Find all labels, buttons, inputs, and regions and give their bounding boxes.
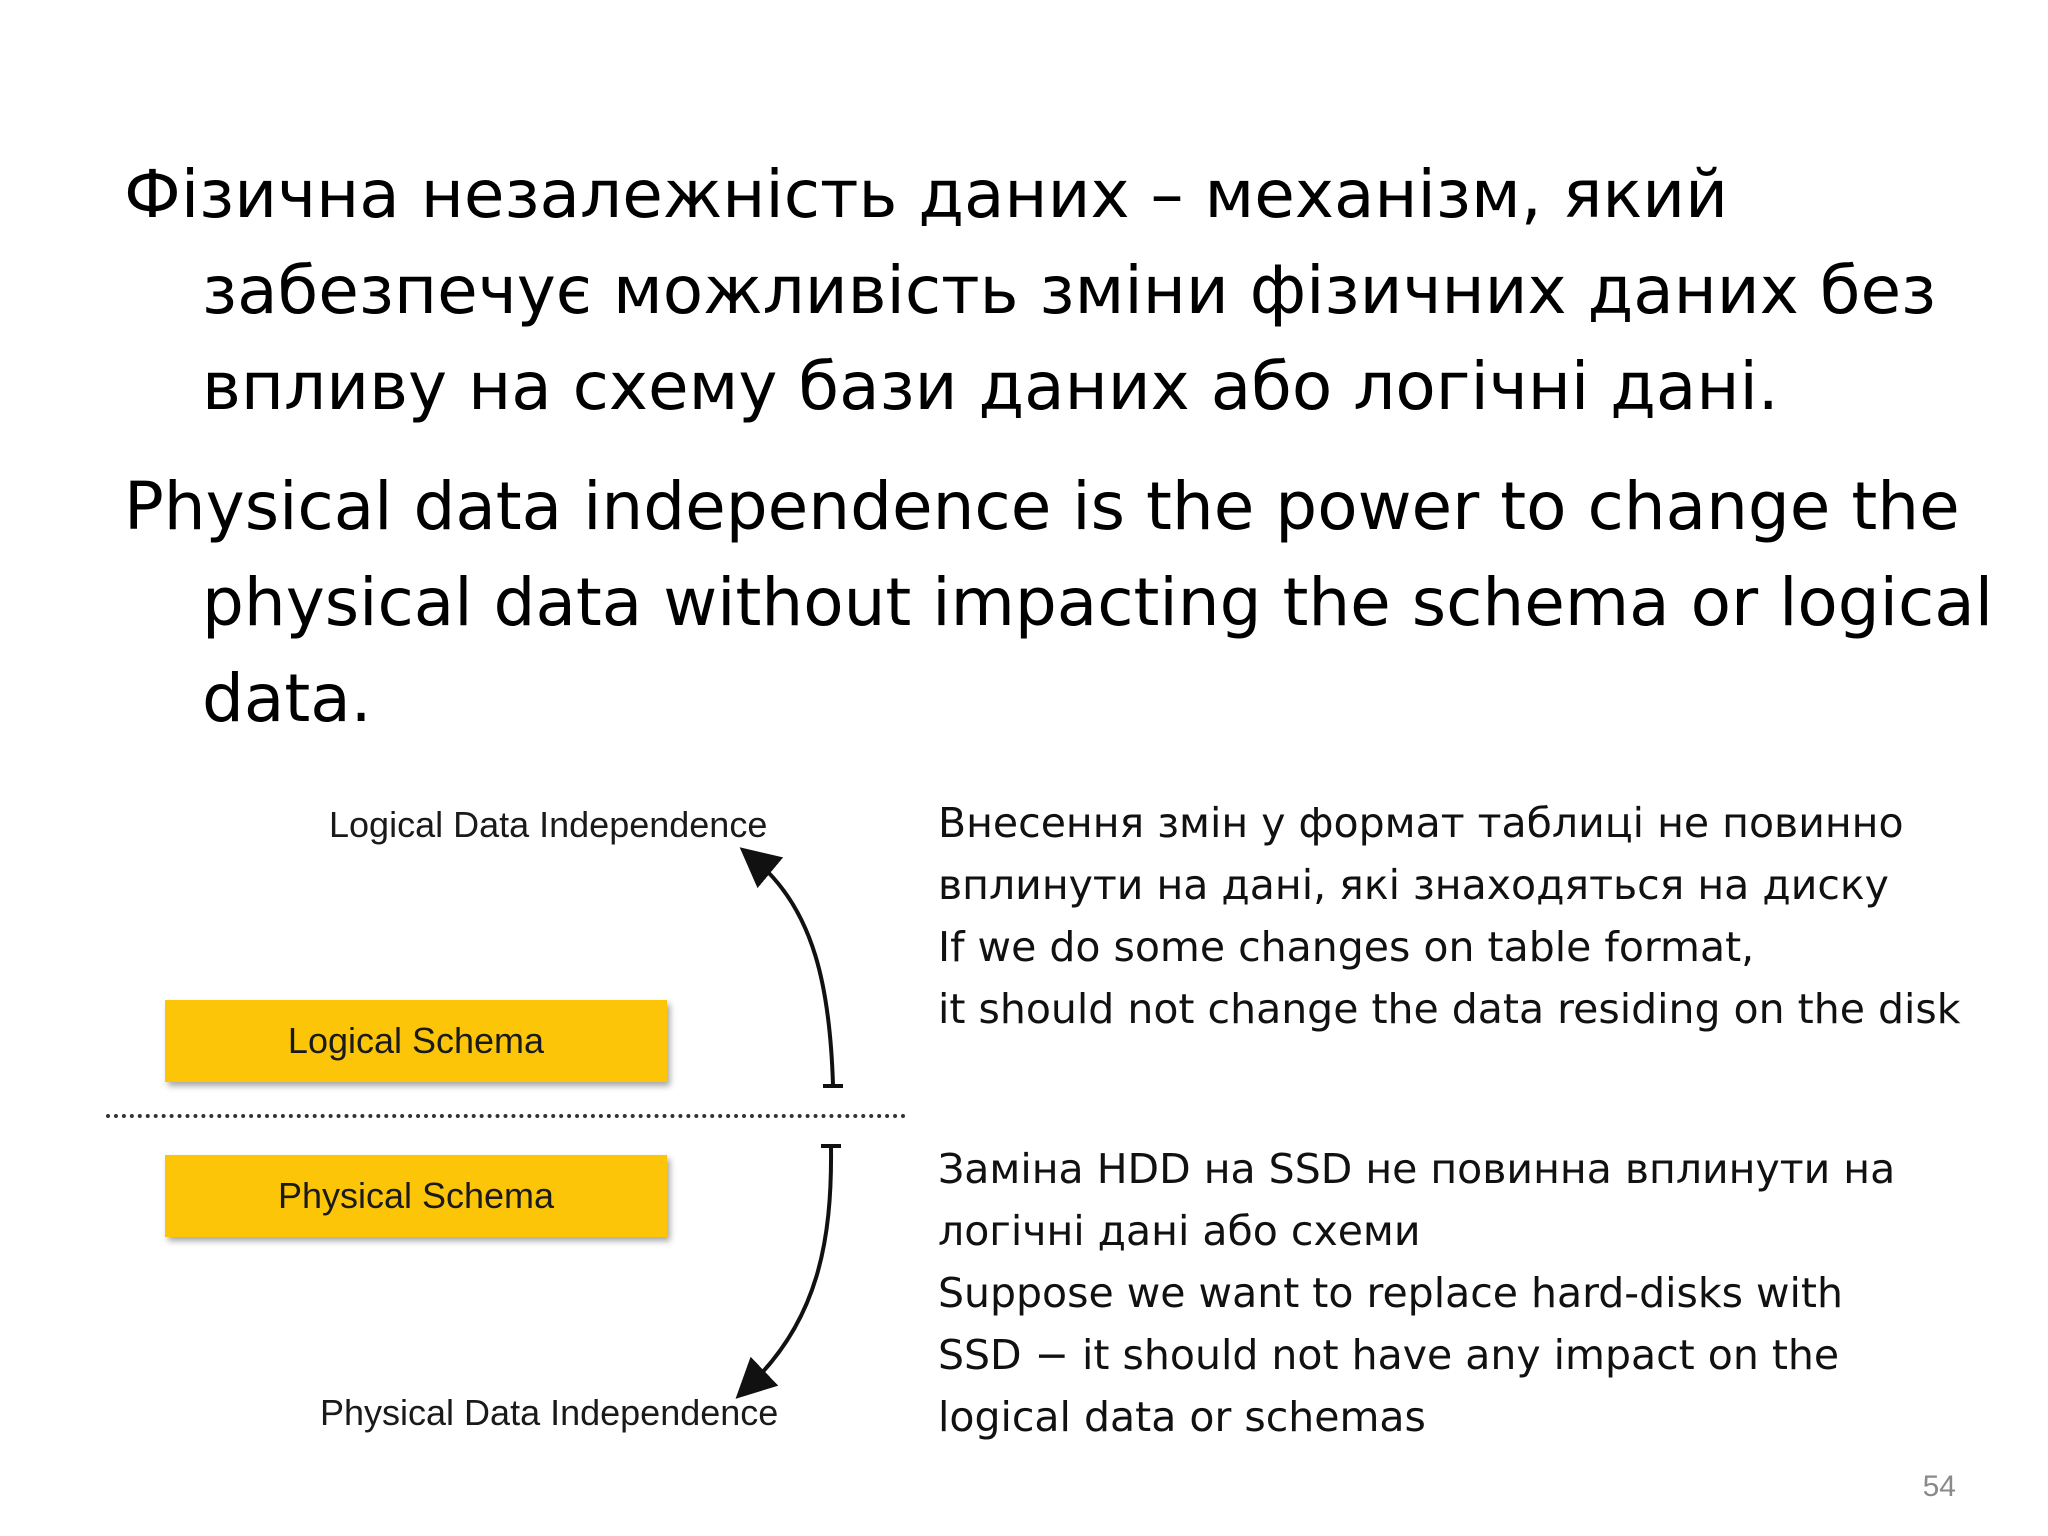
data-independence-diagram: [100, 790, 920, 1450]
physical-independence-note: [938, 1138, 2038, 1448]
logical-data-independence-label: Logical Data Independence: [329, 804, 768, 845]
page-number: 54: [1922, 1470, 1956, 1503]
note-line: вплинути на дані, які знаходяться на диску: [938, 861, 1889, 909]
logical-independence-note: [938, 792, 2038, 1040]
paragraph-english: Physical data independence is the power to change the physical data without impacting the schema or logical data.: [124, 468, 1994, 737]
independence-arrows: [100, 790, 920, 1450]
physical-independence-arrow: [750, 1148, 831, 1385]
note-line: If we do some changes on table format,: [938, 923, 1755, 971]
physical-data-independence-label: Physical Data Independence: [320, 1392, 779, 1433]
note-line: SSD − it should not have any impact on the: [938, 1331, 1840, 1379]
logical-schema-box: Logical Schema: [165, 1000, 667, 1082]
note-line: логічні дані або схеми: [938, 1207, 1421, 1255]
schema-divider: [106, 1114, 906, 1118]
logical-independence-arrow: [755, 860, 833, 1085]
note-line: it should not change the data residing on the disk: [938, 985, 1961, 1033]
note-line: Внесення змін у формат таблиці не повинно: [938, 799, 1904, 847]
physical-schema-box: Physical Schema: [165, 1155, 667, 1237]
paragraph-ukrainian: Фізична незалежність даних – механізм, який забезпечує можливість зміни фізичних даних без впливу на схему бази даних або логічні дані.: [124, 156, 1937, 425]
note-line: logical data or schemas: [938, 1393, 1426, 1441]
note-line: Suppose we want to replace hard-disks with: [938, 1269, 1843, 1317]
note-line: Заміна HDD на SSD не повинна вплинути на: [938, 1145, 1896, 1193]
